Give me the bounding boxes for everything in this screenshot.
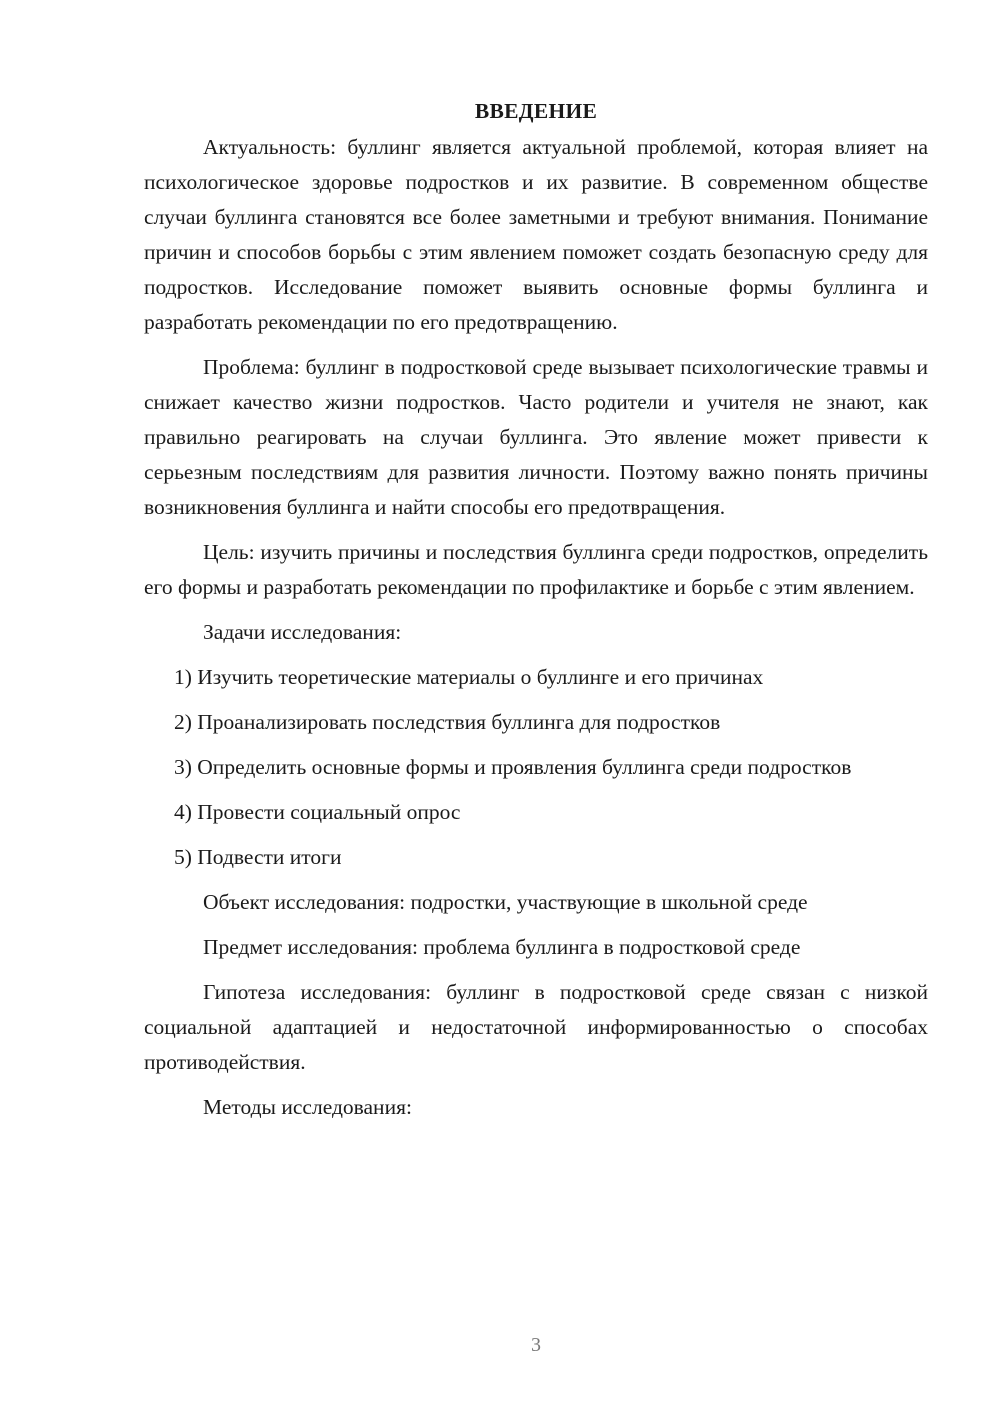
methods-heading: Методы исследования: [203,1095,412,1119]
object-paragraph: Объект исследования: подростки, участвующие в школьной среде [203,890,808,914]
hypothesis-paragraph: Гипотеза исследования: буллинг в подростковой среде связан с низкой социальной адаптацией и недостаточной информированностью о способах противодействия. [144,980,928,1074]
task-item: 1) Изучить теоретические материалы о буллинге и его причинах [174,665,764,689]
section-title: ВВЕДЕНИЕ [474,99,598,123]
task-item: 3) Определить основные формы и проявления буллинга среди подростков [174,755,852,779]
task-item: 4) Провести социальный опрос [174,800,461,824]
task-item: 5) Подвести итоги [174,845,342,869]
goal-paragraph: Цель: изучить причины и последствия буллинга среди подростков, определить его формы и разработать рекомендации по профилактике и борьбе с этим явлением. [144,540,928,599]
task-item: 2) Проанализировать последствия буллинга для подростков [174,710,721,734]
page-number: 3 [531,1334,541,1356]
tasks-heading: Задачи исследования: [203,620,402,644]
tasks-list [144,660,928,875]
subject-paragraph: Предмет исследования: проблема буллинга в подростковой среде [203,935,801,959]
problem-paragraph: Проблема: буллинг в подростковой среде вызывает психологические травмы и снижает качество жизни подростков. Часто родители и учителя не знают, как правильно реагировать на случаи буллинга. Это явление может привести к серьезным последствиям для развития личности. Поэтому важно понять причины возникновения буллинга и найти способы его предотвращения. [144,355,928,519]
page-content [144,94,928,1135]
relevance-paragraph: Актуальность: буллинг является актуальной проблемой, которая влияет на психологическое здоровье подростков и их развитие. В современном обществе случаи буллинга становятся все более заметными и требуют внимания. Понимание причин и способов борьбы с этим явлением поможет создать безопасную среду для подростков. Исследование поможет выявить основные формы буллинга и разработать рекомендации по его предотвращению. [144,135,928,334]
